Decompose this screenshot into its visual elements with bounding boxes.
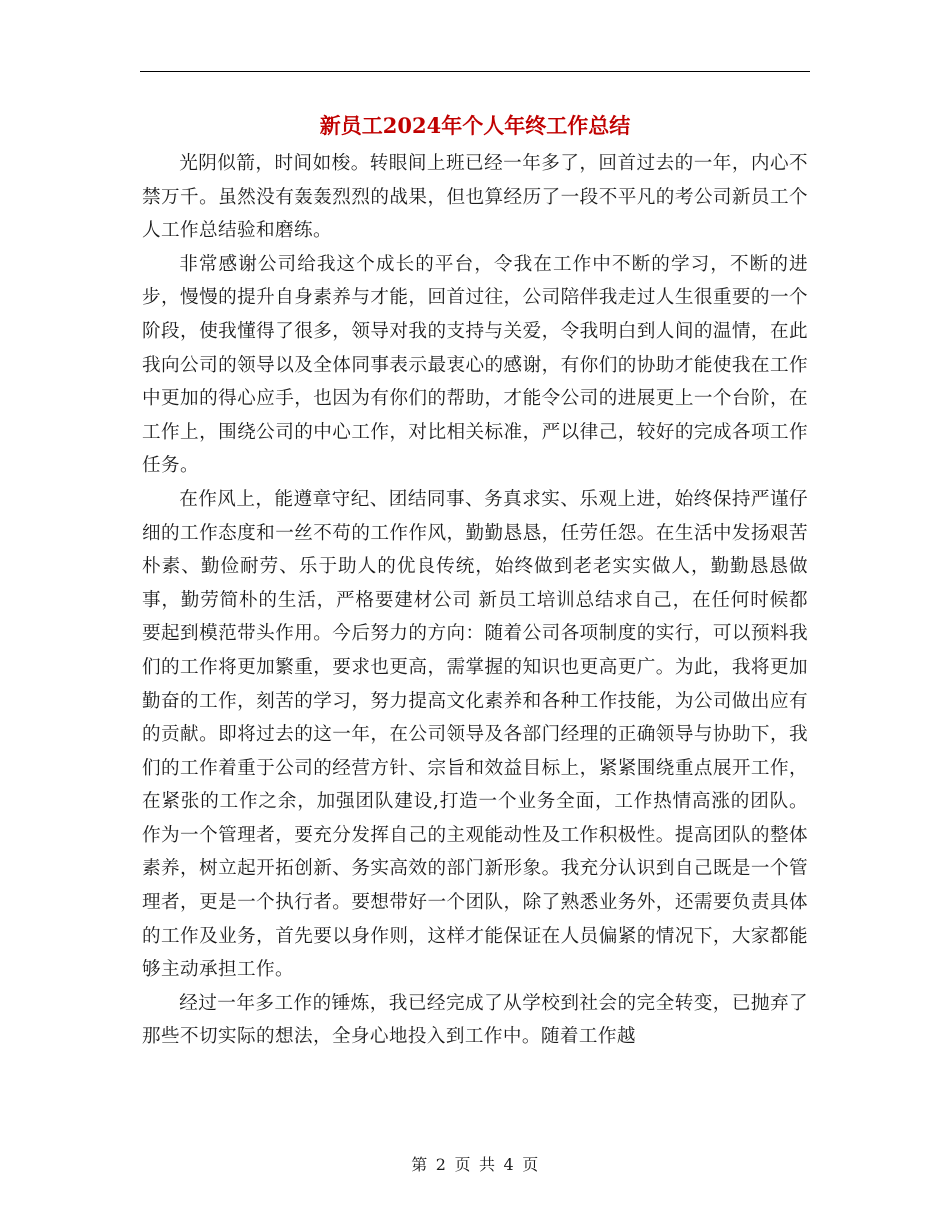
header-rule bbox=[140, 71, 810, 72]
footer-total-prefix: 共 bbox=[479, 1155, 496, 1174]
document-title: 新员工2024年个人年终工作总结 bbox=[319, 113, 631, 138]
document-body bbox=[142, 147, 808, 1054]
footer-suffix: 页 bbox=[522, 1155, 539, 1174]
paragraph-4: 经过一年多工作的锤炼，我已经完成了从学校到社会的完全转变，已抛弃了那些不切实际的想法，全身心地投入到工作中。随着工作越 bbox=[142, 992, 808, 1048]
paragraph-2: 非常感谢公司给我这个成长的平台，令我在工作中不断的学习，不断的进步，慢慢的提升自身素养与才能，回首过往，公司陪伴我走过人生很重要的一个阶段，使我懂得了很多，领导对我的支持与关爱，令我明白到人间的温情，在此我向公司的领导以及全体同事表示最衷心的感谢，有你们的协助才能使我在工作中更加的得心应手，也因为有你们的帮助，才能令公司的进展更上一个台阶，在工作上，围绕公司的中心工作，对比相关标准，严以律己，较好的完成各项工作任务。 bbox=[142, 253, 808, 477]
paragraph-3: 在作风上，能遵章守纪、团结同事、务真求实、乐观上进，始终保持严谨仔细的工作态度和一丝不苟的工作作风，勤勤恳恳，任劳任怨。在生活中发扬艰苦朴素、勤俭耐劳、乐于助人的优良传统，始终做到老老实实做人，勤勤恳恳做事，勤劳简朴的生活，严格要建材公司 新员工培训总结求自己，在任何时候都要起到模范带头作用。今后努力的方向：随着公司各项制度的实行，可以预料我们的工作将更加繁重，要求也更高，需掌握的知识也更高更广。为此，我将更加勤奋的工作，刻苦的学习，努力提高文化素养和各种工作技能，为公司做出应有的贡献。即将过去的这一年，在公司领导及各部门经理的正确领导与协助下，我们的工作着重于公司的经营方针、宗旨和效益目标上，紧紧围绕重点展开工作，在紧张的工作之余，加强团队建设,打造一个业务全面，工作热情高涨的团队。作为一个管理者，要充分发挥自己的主观能动性及工作积极性。提高团队的整体素养，树立起开拓创新、务实高效的部门新形象。我充分认识到自己既是一个管理者，更是一个执行者。要想带好一个团队，除了熟悉业务外，还需要负责具体的工作及业务，首先要以身作则，这样才能保证在人员偏紧的情况下，大家都能够主动承担工作。 bbox=[142, 488, 808, 981]
footer-current-page: 2 bbox=[435, 1155, 447, 1174]
footer-prefix: 第 bbox=[411, 1155, 428, 1174]
footer-total-pages: 4 bbox=[503, 1155, 515, 1174]
paragraph-1: 光阴似箭，时间如梭。转眼间上班已经一年多了，回首过去的一年，内心不禁万千。虽然没有轰轰烈烈的战果，但也算经历了一段不平凡的考公司新员工个人工作总结验和磨练。 bbox=[142, 153, 808, 242]
footer-mid: 页 bbox=[454, 1155, 471, 1174]
page-footer bbox=[0, 1152, 950, 1175]
